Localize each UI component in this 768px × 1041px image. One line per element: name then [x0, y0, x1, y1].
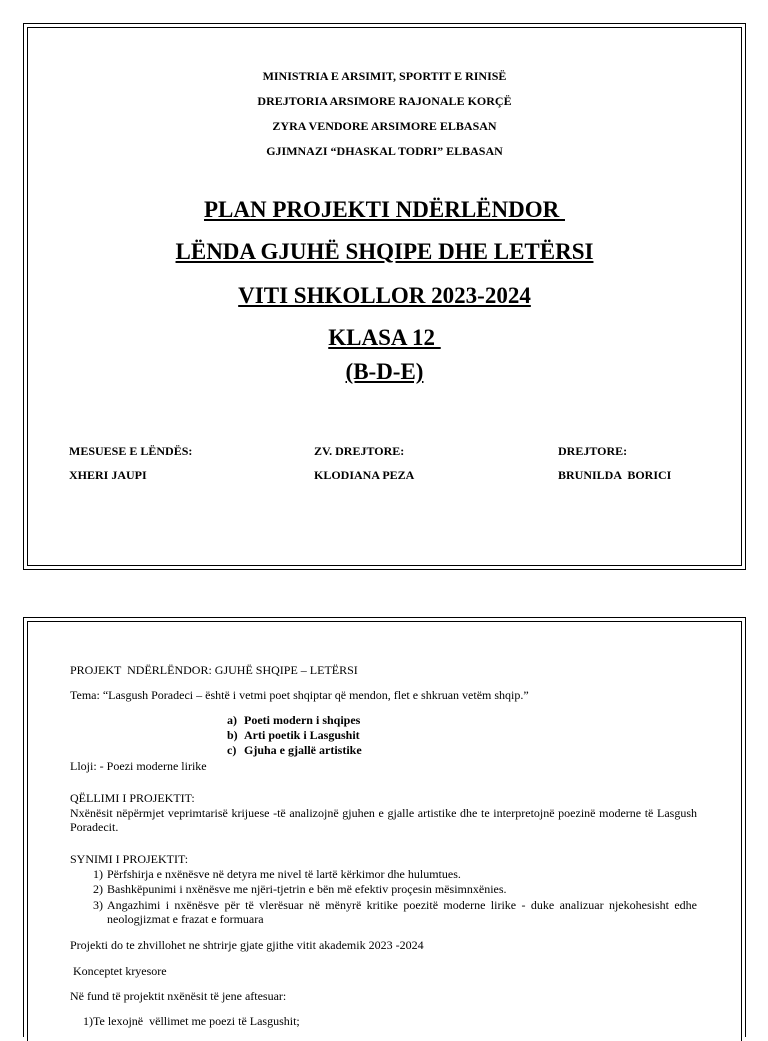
aim-item-3-text: Angazhimi i nxënësve për të vlerësuar në mënyrë kritike poezitë moderne lirike - duke analizuar njekohesisht edhe neologjizmat e frazat e formuara [107, 898, 697, 926]
subtopic-a [227, 713, 360, 728]
director-name: BRUNILDA BORICI [558, 468, 672, 482]
local-office-line: ZYRA VENDORE ARSIMORE ELBASAN [272, 119, 497, 133]
director-role: DREJTORE: [558, 444, 628, 458]
regional-directorate-line: DREJTORIA ARSIMORE RAJONALE KORÇË [257, 94, 512, 108]
duration-text: Projekti do te zhvillohet ne shtrirje gjate gjithe vitit akademik 2023 -2024 [70, 938, 424, 952]
ministry-line: MINISTRIA E ARSIMIT, SPORTIT E RINISË [262, 69, 507, 83]
aim-item-3 [70, 898, 697, 926]
aim-item-3-num: 3) [93, 898, 103, 912]
skills-item-1: 1)Te lexojnë vëllimet me poezi të Lasgushit; [83, 1014, 300, 1028]
project-heading: PROJEKT NDËRLËNDOR: GJUHË SHQIPE – LETËRSI [70, 663, 358, 677]
school-year-title: VITI SHKOLLOR 2023-2024 [238, 283, 531, 308]
aim-item-2-text: Bashkëpunimi i nxënësve me njëri-tjetrin e bën më efektiv proçesin mësimnxënies. [107, 882, 507, 896]
plan-title: PLAN PROJEKTI NDËRLËNDOR [203, 197, 565, 222]
class-title: KLASA 12 [328, 325, 441, 350]
project-theme: Tema: “Lasgush Poradeci – është i vetmi poet shqiptar që mendon, flet e shkruan vetëm shqip.” [70, 688, 529, 702]
aim-item-2-num: 2) [93, 882, 103, 896]
key-concepts: Konceptet kryesore [70, 964, 167, 978]
teacher-role: MESUESE E LËNDËS: [69, 444, 193, 458]
subtopic-b-text: Arti poetik i Lasgushit [244, 728, 360, 742]
aim-item-1-text: Përfshirja e nxënësve në detyra me nivel të lartë kërkimor dhe hulumtues. [107, 867, 461, 881]
subtopic-c-key: c) [227, 743, 237, 757]
project-type: Lloji: - Poezi moderne lirike [70, 759, 207, 773]
vice-director-role: ZV. DREJTORE: [314, 444, 405, 458]
subtopic-b [227, 728, 360, 743]
subtopic-a-key: a) [227, 713, 237, 727]
subtopic-a-text: Poeti modern i shqipes [244, 713, 361, 727]
vice-director-name: KLODIANA PEZA [314, 468, 415, 482]
subtopic-c-text: Gjuha e gjallë artistike [244, 743, 362, 757]
goal-heading: QËLLIMI I PROJEKTIT: [70, 791, 195, 805]
school-name-line: GJIMNAZI “DHASKAL TODRI” ELBASAN [266, 144, 503, 158]
aim-item-1 [70, 867, 697, 881]
subject-title: LËNDA GJUHË SHQIPE DHE LETËRSI [175, 239, 594, 264]
skills-intro: Në fund të projektit nxënësit të jene aftesuar: [70, 989, 287, 1003]
aim-heading: SYNIMI I PROJEKTIT: [70, 852, 189, 866]
subtopic-b-key: b) [227, 728, 238, 742]
aim-item-1-num: 1) [93, 867, 103, 881]
teacher-name: XHERI JAUPI [69, 468, 147, 482]
goal-text: Nxënësit nëpërmjet veprimtarisë krijuese -të analizojnë gjuhen e gjalle artistike dhe te interpretojnë poezinë moderne të Lasgush Poradecit. [70, 806, 697, 834]
aim-item-2 [70, 882, 697, 896]
subtopic-c [227, 743, 362, 758]
cover-page [27, 27, 742, 566]
sections-title: (B-D-E) [345, 359, 424, 384]
